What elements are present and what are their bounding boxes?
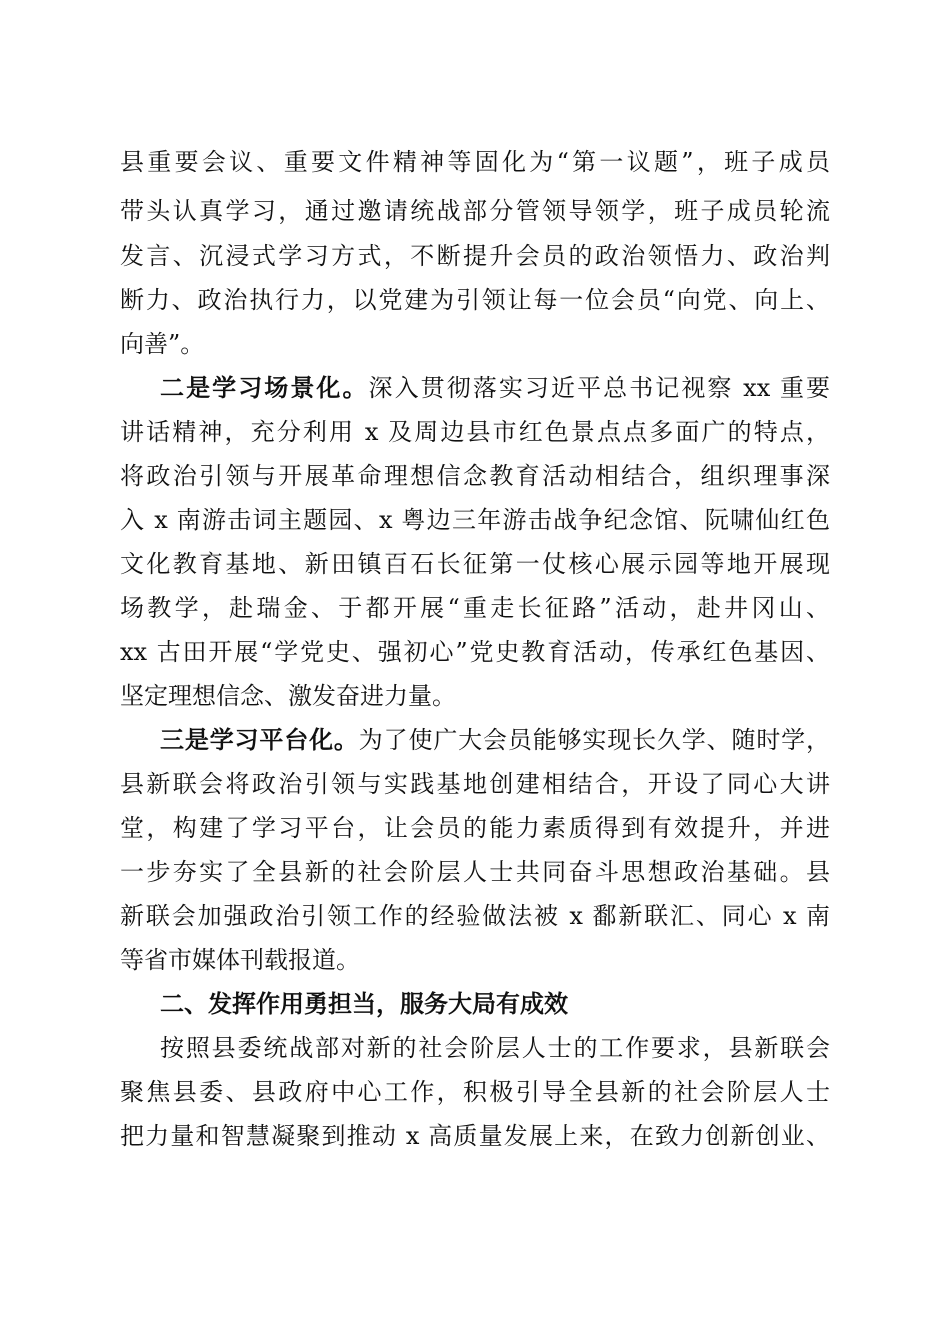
- text-line: 讲话精神，充分利用 x 及周边县市红色景点点多面广的特点，: [120, 418, 830, 446]
- paragraph-lead: 二是学习场景化。: [160, 374, 369, 402]
- text-line: 发言、沉浸式学习方式，不断提升会员的政治领悟力、政治判: [120, 242, 830, 270]
- text-line: 一步夯实了全县新的社会阶层人士共同奋斗思想政治基础。县: [120, 858, 830, 886]
- paragraph-first-line: [160, 368, 830, 408]
- text-line: 聚焦县委、县政府中心工作，积极引导全县新的社会阶层人士: [120, 1078, 830, 1106]
- text-line: 将政治引领与开展革命理想信念教育活动相结合，组织理事深: [120, 462, 830, 490]
- text-line: 断力、政治执行力，以党建为引领让每一位会员“向党、向上、: [120, 286, 830, 314]
- section-heading: 二、发挥作用勇担当，服务大局有成效: [160, 990, 568, 1018]
- text-line: 带头认真学习，通过邀请统战部分管领导领学，班子成员轮流: [120, 197, 830, 225]
- text-line: 等省市媒体刊载报道。: [120, 946, 360, 974]
- text-line: 把力量和智慧凝聚到推动 x 高质量发展上来，在致力创新创业、: [120, 1122, 830, 1150]
- text-line: 县重要会议、重要文件精神等固化为“第一议题”，班子成员: [120, 148, 830, 176]
- text-line: 堂，构建了学习平台，让会员的能力素质得到有效提升，并进: [120, 814, 830, 842]
- paragraph-first-line: 按照县委统战部对新的社会阶层人士的工作要求，县新联会: [160, 1034, 830, 1062]
- text-line: 场教学，赴瑞金、于都开展“重走长征路”活动，赴井冈山、: [120, 594, 830, 622]
- paragraph-text: 为了使广大会员能够实现长久学、随时学，: [358, 726, 831, 754]
- text-line: 向善”。: [120, 330, 205, 358]
- text-line: 入 x 南游击词主题园、x 粤边三年游击战争纪念馆、阮啸仙红色: [120, 506, 830, 534]
- text-line: 新联会加强政治引领工作的经验做法被 x 鄱新联汇、同心 x 南: [120, 902, 830, 930]
- paragraph-text: 深入贯彻落实习近平总书记视察 xx 重要: [368, 374, 831, 402]
- text-line: 文化教育基地、新田镇百石长征第一仗核心展示园等地开展现: [120, 550, 830, 578]
- text-line: 坚定理想信念、激发奋进力量。: [120, 682, 456, 710]
- paragraph-first-line: [160, 720, 830, 760]
- text-line: xx 古田开展“学党史、强初心”党史教育活动，传承红色基因、: [120, 638, 830, 666]
- paragraph-lead: 三是学习平台化。: [160, 726, 359, 754]
- text-line: 县新联会将政治引领与实践基地创建相结合，开设了同心大讲: [120, 770, 830, 798]
